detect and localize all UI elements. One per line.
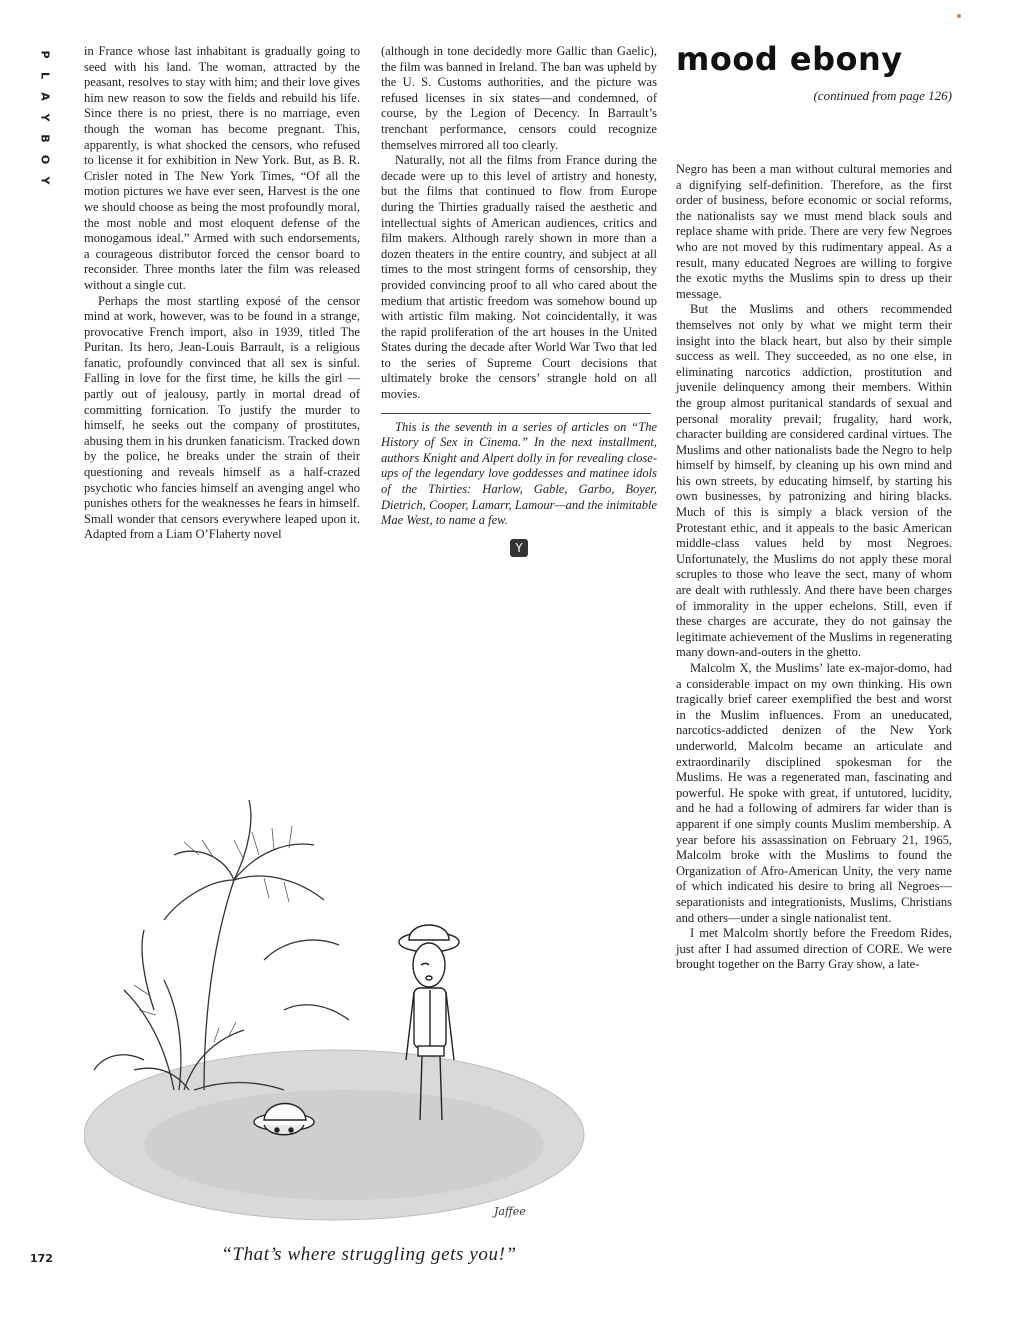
corner-dot [957,14,961,18]
divider [381,413,651,414]
article-column-2 [381,44,657,557]
jungle-plants [94,800,349,1090]
cartoon-caption: “That’s where struggling gets you!” [221,1244,517,1265]
paragraph: Naturally, not all the films from France during the decade were up to this level of artistry and honesty, but the films that continued to flow from Europe during the Thirties gradually raised the aesthetic and intellectual sights of American audiences, critics and film makers. Although rarely shown in more than a dozen theaters in the entire country, and subject at all times to the most stringent forms of censorship, they provided convincing proof to all who cared about the medium that artistic freedom was somehow bound up with artistic film making. Not coincidentally, it was the rapid proliferation of the art houses in the United States during the decade after World War Two that led to the series of Supreme Court decisions that ultimately broke the censors’ strangle hold on all movies. [381,153,657,402]
masthead-letter: L [38,71,52,79]
cartoon-signature: Jaffee [494,1205,526,1218]
paragraph: But the Muslims and others recommended themselves not only by what we might term their insight into the black heart, but also by their simple success as well. They succeeded, as no one else, in eliminating narcotics addiction, prostitution and juvenile delinquency among their members. Within the group almost puritanical standards of sexual and personal morality prevail; frugality, hard work, character building are considered cardinal virtues. The Muslims and other nationalists bade the Negro to help himself by himself, by cleaning up his own mind and his own streets, by educating himself, by starting his own businesses, by patronizing and hiring blacks. Much of this is simply a black version of the Protestant ethic, and it appeals to the basic American middle-class values held by most Negroes. Unfortunately, the Muslims do not apply these moral scruples to those who leave the sect, many of whom are dealt with ruthlessly. And there have been charges of immorality in the upper echelons. Still, even if these charges are accurate, they do not gainsay the legitimate achievement of the Muslims in regenerating many down-and-outers in the ghetto. [676,302,952,660]
end-mark-icon: Y [510,539,528,557]
article-column-1 [84,44,360,543]
masthead-letter: B [38,134,52,143]
paragraph: I met Malcolm shortly before the Freedom Rides, just after I had assumed direction of CORE. We were brought together on the Barry Gray show, a late- [676,926,952,972]
masthead-vertical [34,44,56,191]
masthead-letter: Y [38,176,52,185]
paragraph: in France whose last inhabitant is gradually going to seed with his land. The woman, attracted by the peasant, resolves to stay with him; and their love gives him new reason to sow the fields and rebuild his life. Since there is no priest, there is no marriage, even though the woman has become pregnant. This, apparently, is what shocked the censors, who refused to license it for exhibition in New York. But, as B. R. Crisler noted in The New York Times, “Of all the motion pictures we have ever seen, Harvest is the one we should choose as being the most profoundly moral, the most noble and most eloquent defense of the monogamous ideal.” Armed with such endorsements, a courageous distributor forced the censor board to reconsider. Three months later the film was released without a single cut. [84,44,360,292]
section-title: mood ebony [676,40,903,78]
masthead-letter: P [38,50,52,59]
leaf-strokes [134,826,292,1042]
article-column-3 [676,162,952,973]
series-note: This is the seventh in a series of articles on “The History of Sex in Cinema.” In the next installment, authors Knight and Alpert dolly in for revealing close-ups of the legendary love goddesses and matinee idols of the Thirties: Harlow, Gable, Garbo, Boyer, Dietrich, Cooper, Lamarr, Lamour—and the inimitable Mae West, to name a few. [381,419,657,528]
paragraph: Negro has been a man without cultural memories and a dignifying self-definition. Therefore, as the first order of business, before economic or social reforms, the nationalists say we must mend black souls and replace shame with pride. There are very few Negroes who are not moved by this rudimentary appeal. As a result, many educated Negroes are willing to forgive the exotic myths the Muslims spin to dress up their message. [676,162,952,301]
masthead-letter: O [38,154,52,165]
cartoon-illustration [84,760,654,1230]
masthead-letter: Y [38,113,52,122]
paragraph: Perhaps the most startling exposé of the censor mind at work, however, was to be found in a strange, provocative French import, also in 1939, titled The Puritan. Its hero, Jean-Louis Barrault, is a religious fanatic, profoundly convinced that all sex is sinful. Falling in love for the first time, he kills the girl —partly out of jealousy, partly in mortal dread of committing fornication. To justify the murder to himself, he seeks out the company of prostitutes, abusing them in his drunken fanaticism. Tracked down by the police, he breaks under the strain of their questioning and reveals himself as a half-crazed psychotic who fancies himself an avenging angel who punishes others for the weaknesses he fears in himself. Small wonder that censors everywhere leaped upon it. Adapted from a Liam O’Flaherty novel [84,293,360,542]
continued-note: (continued from page 126) [813,88,952,103]
paragraph: Malcolm X, the Muslims’ late ex-major-domo, had a considerable impact on my own thinking. His own tragically brief career exemplified the best and worst in the Muslim influences. From an uneducated, narcotics-addicted denizen of the New York underworld, Malcolm became an articulate and extraordinarily disciplined spokesman for the Muslims. He was a regenerated man, fascinating and powerful. He spoke with great, if untutored, lucidity, and he had a following of admirers far wider than is apparent if one simply counts Muslim membership. A year before his assassination on February 21, 1965, Malcolm broke with the Muslims to found the Organization of Afro-American Unity, the very name of which indicated his desire to bring all Negroes—separationists and integrationists, Muslims, Christians and others—under a single nationalist tent. [676,661,952,925]
quicksand-shade [144,1090,544,1200]
paragraph: (although in tone decidedly more Gallic than Gaelic), the film was banned in Ireland. The ban was upheld by the U. S. Customs authorities, and the picture was refused licenses in six states—and condemned, of course, by the Legion of Decency. In Barrault’s trenchant performance, censors could recognize themselves mirrored all too clearly. [381,44,657,152]
masthead-letter: A [38,92,52,101]
page-number: 172 [30,1252,53,1265]
